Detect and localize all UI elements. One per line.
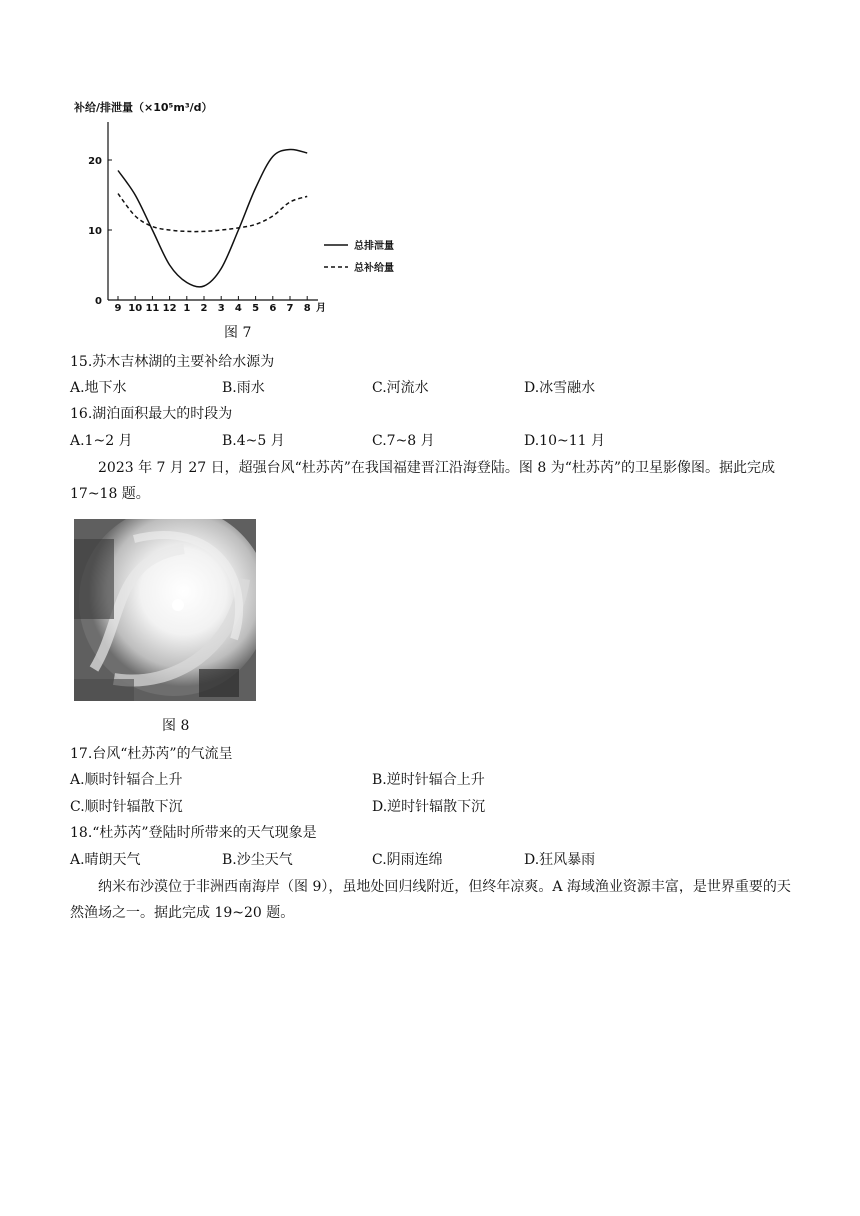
y-axis-label: 补给/排泄量（×10⁵m³/d） <box>74 101 213 114</box>
typhoon-cloud-graphic <box>74 519 256 701</box>
figure-8-caption: 图 8 <box>162 718 190 734</box>
passage-namib-desert: 纳米布沙漠位于非洲西南海岸（图 9），虽地处回归线附近，但终年凉爽。A 海域渔业资源丰富，是世界重要的天然渔场之一。据此完成 19~20 题。 <box>70 879 791 921</box>
line-chart <box>70 90 410 320</box>
question-17-option-c: C.顺时针辐散下沉 <box>70 799 183 815</box>
y-tick-label: 20 <box>88 156 102 167</box>
question-16-option-c: C.7~8 月 <box>372 433 435 449</box>
x-tick-label: 7 <box>286 303 294 314</box>
question-16-option-d: D.10~11 月 <box>524 433 605 449</box>
x-tick-label: 2 <box>200 303 208 314</box>
x-tick-label: 8 <box>303 303 311 314</box>
question-15-option-a: A.地下水 <box>70 380 127 396</box>
x-tick-label: 6 <box>269 303 277 314</box>
passage-typhoon: 2023 年 7 月 27 日，超强台风“杜苏芮”在我国福建晋江沿海登陆。图 8 为“杜苏芮”的卫星影像图。据此完成 17~18 题。 <box>70 460 776 502</box>
question-18-option-b: B.沙尘天气 <box>222 852 293 868</box>
figure-7-caption: 图 7 <box>224 325 252 341</box>
y-tick-label: 0 <box>95 296 102 307</box>
question-16-option-b: B.4~5 月 <box>222 433 285 449</box>
x-tick-label: 5 <box>252 303 260 314</box>
question-15-option-d: D.冰雪融水 <box>524 380 596 396</box>
question-17-stem: 17.台风“杜苏芮”的气流呈 <box>70 746 233 762</box>
question-18-option-d: D.狂风暴雨 <box>524 852 596 868</box>
question-16-option-a: A.1~2 月 <box>70 433 133 449</box>
x-tick-label: 3 <box>217 303 225 314</box>
question-17-option-a: A.顺时针辐合上升 <box>70 772 183 788</box>
x-axis-unit: 月 <box>316 303 326 314</box>
question-17-option-b: B.逆时针辐合上升 <box>372 772 485 788</box>
question-15-option-b: B.雨水 <box>222 380 265 396</box>
x-tick-label: 12 <box>162 303 177 314</box>
question-18-option-c: C.阴雨连绵 <box>372 852 443 868</box>
x-tick-label: 4 <box>234 303 242 314</box>
series-line-total-discharge <box>118 149 307 287</box>
x-tick-label: 10 <box>128 303 143 314</box>
question-17-option-d: D.逆时针辐散下沉 <box>372 799 486 815</box>
x-tick-label: 11 <box>145 303 160 314</box>
figure-7-chart <box>70 90 410 320</box>
question-18-stem: 18.“杜苏芮”登陆时所带来的天气现象是 <box>70 825 317 841</box>
question-16-stem: 16.湖泊面积最大的时段为 <box>70 406 233 422</box>
question-15-stem: 15.苏木吉林湖的主要补给水源为 <box>70 354 275 370</box>
series-line-total-recharge <box>118 194 307 232</box>
x-tick-label: 1 <box>183 303 191 314</box>
legend-label: 总补给量 <box>354 263 394 274</box>
figure-8-satellite-image <box>74 519 256 701</box>
x-tick-label: 9 <box>114 303 122 314</box>
question-18-option-a: A.晴朗天气 <box>70 852 141 868</box>
question-15-option-c: C.河流水 <box>372 380 429 396</box>
legend-label: 总排泄量 <box>354 241 394 252</box>
y-tick-label: 10 <box>88 226 102 237</box>
